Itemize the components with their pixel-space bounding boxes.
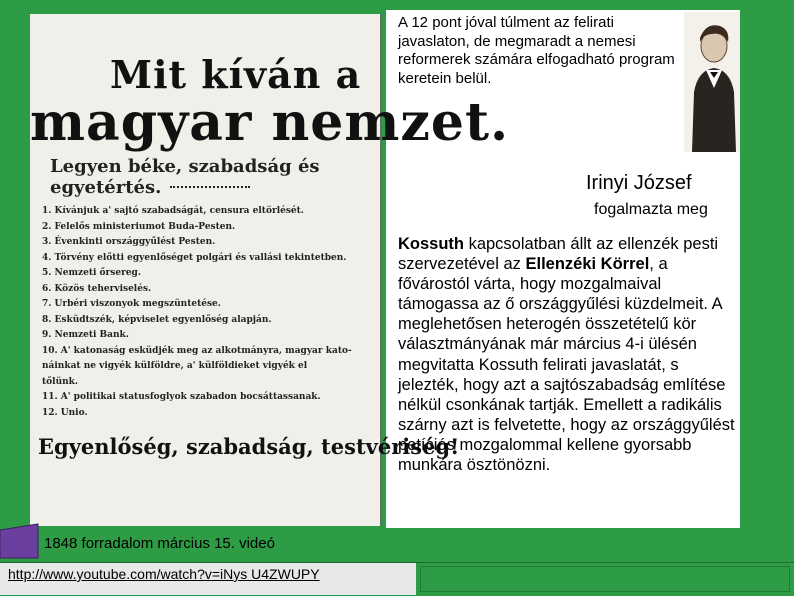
- poster-point: 7. Urbéri viszonyok megszüntetése.: [42, 299, 221, 309]
- author-role: fogalmazta meg: [594, 201, 708, 218]
- video-link[interactable]: http://www.youtube.com/watch?v=iNys U4ZWUPY: [8, 566, 320, 582]
- poster-point: 11. A' politikai statusfoglyok szabadon bocsáttassanak.: [42, 392, 321, 402]
- ellenzeki-kor-name: Ellenzéki Körrel: [525, 255, 650, 274]
- poster-point: tőlünk.: [42, 376, 79, 387]
- video-icon[interactable]: [0, 524, 38, 558]
- poster-point: 4. Törvény előtti egyenlőséget polgári és vallási tekintetben.: [42, 252, 347, 263]
- poster-title-line1: Mit kíván a: [110, 52, 362, 97]
- poster-ornament: [170, 186, 250, 196]
- poster-point: 5. Nemzeti őrsereg.: [42, 268, 141, 278]
- poster-point: 9. Nemzeti Bank.: [42, 330, 129, 340]
- intro-text: A 12 pont jóval túlment az felirati javaslaton, de megmaradt a nemesi reformerek számára elfogadható program keretein belül.: [398, 14, 675, 87]
- video-label: 1848 forradalom március 15. videó: [44, 535, 275, 552]
- main-paragraph: [398, 234, 740, 475]
- poster-point: náinkat ne vigyék külföldre, a' külföldieket vigyék el: [42, 361, 308, 371]
- portrait-image: [684, 12, 740, 152]
- poster-point: 10. A' katonaság esküdjék meg az alkotmányra, magyar kato-: [42, 345, 352, 356]
- paragraph-text-1: kapcsolatban állt az ellenzék pesti szervezetével az: [398, 235, 719, 274]
- paragraph-text-2: , a fővárostól várta, hogy mozgalmaival támogassa az ő országgyűlési küzdelmeit. A meglehetősen heterogén összetételű kör választmányának már március 4-i ülésén megvitatta Kossuth felirati javaslatát, s jelezték, hogy azt a sajtószabadság említése nélkül csonkának tartják. Emellett a radikális szárny azt is felvetette, hogy az országgyűlést petíciós mozgalommal kellene gyorsabb munkára ösztönözni.: [398, 255, 735, 475]
- poster-title-line2: magyar nemzet.: [30, 92, 510, 153]
- poster-point: 2. Felelős ministeriumot Buda-Pesten.: [42, 221, 236, 232]
- poster-point: 1. Kívánjuk a' sajtó szabadságát, censura eltörlését.: [42, 206, 304, 216]
- poster-point: 6. Közös teherviselés.: [42, 283, 152, 294]
- poster-motto: Legyen béke, szabadság és egyetértés.: [50, 156, 320, 198]
- poster-point: 8. Esküdtszék, képviselet egyenlőség alapján.: [42, 314, 272, 325]
- author-name: Irinyi József: [586, 172, 692, 194]
- poster-slogan: Egyenlőség, szabadság, testvériség!: [38, 434, 460, 459]
- poster-point: 12. Unio.: [42, 407, 88, 418]
- poster-points-list: [42, 204, 374, 421]
- poster-point: 3. Évenkinti országgyűlést Pesten.: [42, 237, 216, 247]
- kossuth-name: Kossuth: [398, 235, 464, 253]
- footer-frame: [420, 566, 790, 592]
